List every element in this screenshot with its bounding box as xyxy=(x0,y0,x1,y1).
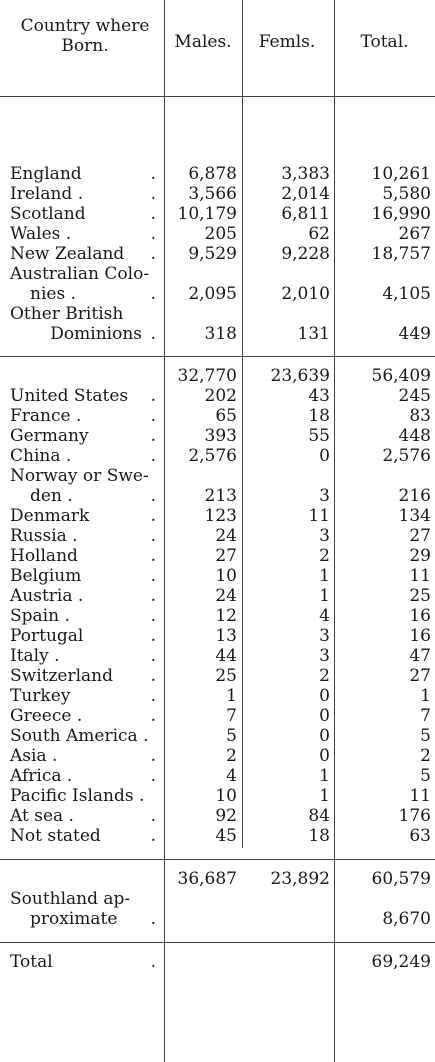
leader-dot: . xyxy=(150,766,156,786)
leader-dot: . xyxy=(150,586,156,606)
cell-females: 4 xyxy=(319,606,330,626)
leader-dot: . xyxy=(150,506,156,526)
cell-males: 205 xyxy=(204,224,237,244)
cell-males: 2,576 xyxy=(188,446,237,466)
country-label: Scotland xyxy=(10,204,86,224)
cell-total: 449 xyxy=(398,324,431,344)
leader-dot: . xyxy=(150,526,156,546)
cell-males: 3,566 xyxy=(188,184,237,204)
leader-dot: . xyxy=(150,244,156,264)
cell-total: 16,990 xyxy=(371,204,431,224)
table-row xyxy=(0,486,435,506)
header-males: Males. xyxy=(174,32,232,52)
rule-total xyxy=(0,942,435,943)
cell-total: 56,409 xyxy=(371,366,431,386)
cell-females: 2,014 xyxy=(281,184,330,204)
cell-females: 43 xyxy=(308,386,330,406)
cell-females: 131 xyxy=(297,324,330,344)
cell-total: 16 xyxy=(409,626,431,646)
country-label: Holland xyxy=(10,546,78,566)
cell-total: 27 xyxy=(409,666,431,686)
cell-total: 16 xyxy=(409,606,431,626)
leader-dot: . xyxy=(150,909,156,929)
cell-total: 448 xyxy=(398,426,431,446)
cell-females: 55 xyxy=(308,426,330,446)
cell-females: 18 xyxy=(308,826,330,846)
table-row xyxy=(0,952,435,972)
leader-dot: . xyxy=(150,646,156,666)
leader-dot: . xyxy=(150,386,156,406)
country-label: Asia . xyxy=(10,746,58,766)
cell-females: 2 xyxy=(319,546,330,566)
cell-males: 2,095 xyxy=(188,284,237,304)
cell-males: 6,878 xyxy=(188,164,237,184)
header-females: Femls. xyxy=(258,32,316,52)
cell-females: 1 xyxy=(319,786,330,806)
cell-males: 32,770 xyxy=(177,366,237,386)
table-row xyxy=(0,606,435,626)
country-label: China . xyxy=(10,446,72,466)
leader-dot: . xyxy=(150,184,156,204)
cell-males: 10 xyxy=(215,566,237,586)
table-row xyxy=(0,164,435,184)
cell-total: 7 xyxy=(420,706,431,726)
leader-dot: . xyxy=(150,686,156,706)
cell-females: 3,383 xyxy=(281,164,330,184)
table-row xyxy=(0,526,435,546)
country-label: New Zealand xyxy=(10,244,125,264)
cell-total: 5 xyxy=(420,726,431,746)
table-row xyxy=(0,446,435,466)
country-label: Not stated xyxy=(10,826,101,846)
cell-females: 84 xyxy=(308,806,330,826)
leader-dot: . xyxy=(150,284,156,304)
leader-dot: . xyxy=(150,204,156,224)
table-row xyxy=(0,889,435,909)
table-row xyxy=(0,466,435,486)
cell-males: 27 xyxy=(215,546,237,566)
column-divider-females xyxy=(334,0,335,1062)
cell-females: 23,892 xyxy=(270,869,330,889)
table-row xyxy=(0,666,435,686)
leader-dot: . xyxy=(150,806,156,826)
cell-males: 10 xyxy=(215,786,237,806)
leader-dot: . xyxy=(150,546,156,566)
table-row xyxy=(0,386,435,406)
table-row xyxy=(0,726,435,746)
cell-females: 0 xyxy=(319,706,330,726)
cell-females: 62 xyxy=(308,224,330,244)
cell-total: 5 xyxy=(420,766,431,786)
cell-females: 9,228 xyxy=(281,244,330,264)
table-row xyxy=(0,686,435,706)
table-row xyxy=(0,786,435,806)
cell-males: 5 xyxy=(226,726,237,746)
table-row xyxy=(0,909,435,929)
country-label: Greece . xyxy=(10,706,83,726)
table-row xyxy=(0,284,435,304)
country-label: Norway or Swe- xyxy=(10,466,149,486)
cell-males: 393 xyxy=(204,426,237,446)
cell-females: 1 xyxy=(319,766,330,786)
table-row xyxy=(0,626,435,646)
cell-males: 24 xyxy=(215,526,237,546)
country-label: Australian Colo- xyxy=(10,264,150,284)
cell-total: 216 xyxy=(398,486,431,506)
country-label: England xyxy=(10,164,82,184)
header-country-line2: Born. xyxy=(61,36,109,56)
table-row xyxy=(0,646,435,666)
leader-dot: . xyxy=(150,406,156,426)
leader-dot: . xyxy=(150,706,156,726)
cell-total: 27 xyxy=(409,526,431,546)
rule-header xyxy=(0,96,435,97)
column-divider-country xyxy=(164,0,165,1062)
cell-males: 45 xyxy=(215,826,237,846)
cell-females: 6,811 xyxy=(281,204,330,224)
country-label: Wales . xyxy=(10,224,72,244)
cell-males: 65 xyxy=(215,406,237,426)
table-row xyxy=(0,224,435,244)
country-label: Belgium xyxy=(10,566,82,586)
cell-total: 83 xyxy=(409,406,431,426)
leader-dot: . xyxy=(150,426,156,446)
table-row xyxy=(0,304,435,324)
rule-foreign-subtotal xyxy=(0,859,435,860)
cell-females: 3 xyxy=(319,626,330,646)
header-total: Total. xyxy=(360,32,409,52)
cell-total: 267 xyxy=(398,224,431,244)
leader-dot: . xyxy=(150,566,156,586)
country-label: Other British xyxy=(10,304,124,324)
cell-total: 47 xyxy=(409,646,431,666)
country-label: Southland ap- xyxy=(10,889,131,909)
cell-total: 29 xyxy=(409,546,431,566)
country-label: France . xyxy=(10,406,82,426)
country-label: Denmark xyxy=(10,506,90,526)
cell-females: 23,639 xyxy=(270,366,330,386)
cell-total: 11 xyxy=(409,786,431,806)
leader-dot: . xyxy=(150,626,156,646)
country-label: proximate xyxy=(30,909,118,929)
cell-males: 24 xyxy=(215,586,237,606)
country-label: Portugal xyxy=(10,626,84,646)
country-label: Total xyxy=(10,952,53,972)
cell-males: 4 xyxy=(226,766,237,786)
country-label: Switzerland xyxy=(10,666,114,686)
leader-dot: . xyxy=(150,486,156,506)
cell-total: 1 xyxy=(420,686,431,706)
cell-total: 69,249 xyxy=(371,952,431,972)
leader-dot: . xyxy=(150,224,156,244)
cell-total: 11 xyxy=(409,566,431,586)
table-row xyxy=(0,766,435,786)
column-divider-males xyxy=(242,0,243,848)
table-row xyxy=(0,869,435,889)
cell-females: 1 xyxy=(319,566,330,586)
cell-females: 18 xyxy=(308,406,330,426)
cell-total: 63 xyxy=(409,826,431,846)
cell-males: 213 xyxy=(204,486,237,506)
cell-males: 92 xyxy=(215,806,237,826)
leader-dot: . xyxy=(150,826,156,846)
cell-total: 60,579 xyxy=(371,869,431,889)
cell-females: 0 xyxy=(319,746,330,766)
table-row xyxy=(0,264,435,284)
cell-total: 25 xyxy=(409,586,431,606)
cell-total: 8,670 xyxy=(382,909,431,929)
table-row xyxy=(0,546,435,566)
header-country-line1: Country where xyxy=(20,16,150,36)
leader-dot: . xyxy=(150,666,156,686)
cell-total: 2,576 xyxy=(382,446,431,466)
country-label: Germany xyxy=(10,426,89,446)
table-row xyxy=(0,184,435,204)
cell-males: 44 xyxy=(215,646,237,666)
leader-dot: . xyxy=(150,606,156,626)
cell-total: 176 xyxy=(398,806,431,826)
rule-british-subtotal xyxy=(0,356,435,357)
cell-females: 3 xyxy=(319,646,330,666)
country-label: Turkey xyxy=(10,686,71,706)
country-label: South America . xyxy=(10,726,149,746)
country-label: At sea . xyxy=(10,806,74,826)
cell-total: 18,757 xyxy=(371,244,431,264)
cell-females: 3 xyxy=(319,486,330,506)
country-label: Russia . xyxy=(10,526,78,546)
cell-females: 3 xyxy=(319,526,330,546)
cell-males: 13 xyxy=(215,626,237,646)
table-row xyxy=(0,324,435,344)
table-row xyxy=(0,746,435,766)
cell-total: 5,580 xyxy=(382,184,431,204)
cell-females: 1 xyxy=(319,586,330,606)
table-row xyxy=(0,566,435,586)
cell-females: 0 xyxy=(319,686,330,706)
country-label: Pacific Islands . xyxy=(10,786,145,806)
country-label: United States xyxy=(10,386,129,406)
country-label: Italy . xyxy=(10,646,60,666)
cell-males: 2 xyxy=(226,746,237,766)
table-row xyxy=(0,204,435,224)
table-row xyxy=(0,244,435,264)
cell-males: 9,529 xyxy=(188,244,237,264)
leader-dot: . xyxy=(150,324,156,344)
table-row xyxy=(0,406,435,426)
cell-total: 10,261 xyxy=(371,164,431,184)
table-row xyxy=(0,706,435,726)
cell-total: 2 xyxy=(420,746,431,766)
country-label: Dominions xyxy=(50,324,142,344)
cell-males: 318 xyxy=(204,324,237,344)
leader-dot: . xyxy=(150,446,156,466)
table-row xyxy=(0,586,435,606)
cell-total: 4,105 xyxy=(382,284,431,304)
table-row xyxy=(0,366,435,386)
cell-total: 134 xyxy=(398,506,431,526)
cell-males: 1 xyxy=(226,686,237,706)
cell-males: 123 xyxy=(204,506,237,526)
leader-dot: . xyxy=(150,952,156,972)
table-row xyxy=(0,506,435,526)
cell-males: 10,179 xyxy=(177,204,237,224)
cell-males: 7 xyxy=(226,706,237,726)
cell-females: 11 xyxy=(308,506,330,526)
table-row xyxy=(0,426,435,446)
cell-males: 202 xyxy=(204,386,237,406)
country-label: nies . xyxy=(30,284,76,304)
cell-males: 12 xyxy=(215,606,237,626)
leader-dot: . xyxy=(150,746,156,766)
country-label: Austria . xyxy=(10,586,84,606)
table-row xyxy=(0,806,435,826)
cell-females: 2 xyxy=(319,666,330,686)
country-label: den . xyxy=(30,486,73,506)
country-label: Ireland . xyxy=(10,184,84,204)
cell-females: 0 xyxy=(319,726,330,746)
country-label: Spain . xyxy=(10,606,70,626)
cell-males: 36,687 xyxy=(177,869,237,889)
cell-females: 0 xyxy=(319,446,330,466)
cell-females: 2,010 xyxy=(281,284,330,304)
leader-dot: . xyxy=(150,164,156,184)
cell-males: 25 xyxy=(215,666,237,686)
country-label: Africa . xyxy=(10,766,73,786)
cell-total: 245 xyxy=(398,386,431,406)
table-row xyxy=(0,826,435,846)
